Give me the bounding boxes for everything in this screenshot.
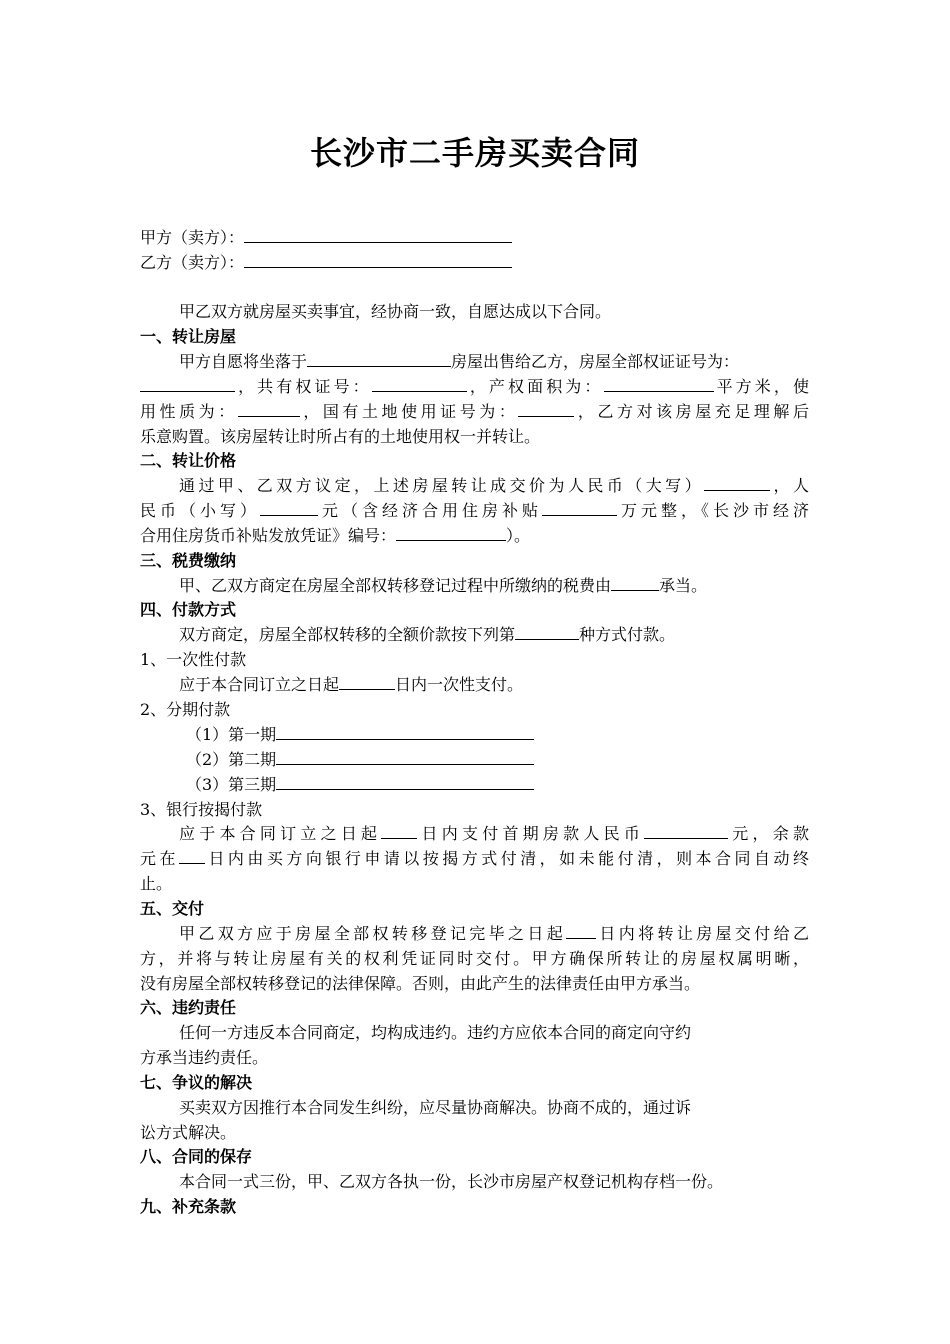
section-2-heading: 二、转让价格 xyxy=(140,451,237,470)
option-3-line-2 xyxy=(140,849,809,869)
installment-1-blank[interactable] xyxy=(276,725,534,740)
text: 民币（小写） xyxy=(140,501,260,520)
section-4-heading: 四、付款方式 xyxy=(140,600,237,619)
text: ，国有土地使用证号为： xyxy=(299,402,519,421)
price-figures-blank[interactable] xyxy=(260,501,318,516)
installment-3-line xyxy=(186,775,534,795)
section-3-line-1 xyxy=(179,576,707,596)
co-ownership-cert-blank[interactable] xyxy=(372,377,467,392)
party-b-label: 乙方（卖方）： xyxy=(140,253,245,272)
text: ，乙方对该房屋充足理解后 xyxy=(574,402,809,421)
section-1-line-2 xyxy=(140,377,809,397)
section-9-heading: 九、补充条款 xyxy=(140,1197,237,1216)
text: 承当。 xyxy=(659,576,708,595)
section-1-line-1 xyxy=(179,352,739,372)
section-5-line-2: 方，并将与转让房屋有关的权利凭证同时交付。甲方确保所转让的房屋权属明晰， xyxy=(140,949,809,968)
text: 通过甲、乙双方议定，上述房屋转让成交价为人民币（大写） xyxy=(179,476,705,495)
text: 元，余款 xyxy=(728,824,809,843)
voucher-number-blank[interactable] xyxy=(396,526,506,541)
option-1-line xyxy=(179,675,523,695)
installment-3-blank[interactable] xyxy=(276,775,534,790)
text: 房屋出售给乙方，房屋全部权证证号为： xyxy=(451,352,740,371)
option-1-label: 1、一次性付款 xyxy=(140,650,247,669)
text: 合用住房货币补贴发放凭证》编号： xyxy=(140,526,397,545)
lump-sum-days-blank[interactable] xyxy=(339,675,395,690)
section-1-line-4: 乐意购置。该房屋转让时所占有的土地使用权一并转让。 xyxy=(140,427,541,446)
party-b-line xyxy=(140,253,512,273)
text: 双方商定，房屋全部权转移的全额价款按下列第 xyxy=(179,625,516,644)
land-cert-blank[interactable] xyxy=(518,402,574,417)
installment-2-blank[interactable] xyxy=(276,750,534,765)
option-3-line-3: 止。 xyxy=(140,874,173,893)
section-6-heading: 六、违约责任 xyxy=(140,998,237,1017)
text: 日内将转让房屋交付给乙 xyxy=(596,924,809,943)
section-2-line-1 xyxy=(179,476,809,496)
text: ，产权面积为： xyxy=(466,377,604,396)
text: ）。 xyxy=(506,526,531,545)
price-words-blank[interactable] xyxy=(704,476,770,491)
section-3-heading: 三、税费缴纳 xyxy=(140,551,237,570)
text: 日内一次性支付。 xyxy=(395,675,524,694)
text: 应于本合同订立之日起 xyxy=(179,675,340,694)
section-7-line-2: 讼方式解决。 xyxy=(140,1123,237,1142)
text: 甲方自愿将坐落于 xyxy=(179,352,308,371)
text: 种方式付款。 xyxy=(579,625,676,644)
text: 平方米，使 xyxy=(713,377,809,396)
section-5-line-3: 没有房屋全部权转移登记的法律保障。否则，由此产生的法律责任由甲方承当。 xyxy=(140,974,701,993)
section-2-line-3 xyxy=(140,526,530,546)
section-5-line-1 xyxy=(179,924,809,944)
section-8-heading: 八、合同的保存 xyxy=(140,1147,253,1166)
mortgage-days-blank[interactable] xyxy=(179,849,205,864)
area-blank[interactable] xyxy=(604,377,714,392)
payment-method-blank[interactable] xyxy=(515,625,579,640)
section-6-line-2: 方承当违约责任。 xyxy=(140,1048,269,1067)
text: ，共有权证号： xyxy=(235,377,372,396)
section-1-line-3 xyxy=(140,402,809,422)
text: 元（含经济合用住房补贴 xyxy=(318,501,542,520)
installment-1-line xyxy=(186,725,534,745)
text: ，人 xyxy=(770,476,809,495)
option-3-line-1 xyxy=(179,824,809,844)
party-a-line xyxy=(140,228,512,248)
section-7-heading: 七、争议的解决 xyxy=(140,1073,253,1092)
text: 用性质为： xyxy=(140,402,238,421)
text: 日内支付首期房款人民币 xyxy=(417,824,645,843)
text: 日内由买方向银行申请以按揭方式付清，如未能付清，则本合同自动终 xyxy=(204,849,809,868)
tax-payer-blank[interactable] xyxy=(611,576,659,591)
down-payment-amount-blank[interactable] xyxy=(644,824,728,839)
party-a-label: 甲方（卖方）： xyxy=(140,228,245,247)
intro-paragraph: 甲乙双方就房屋买卖事宜，经协商一致，自愿达成以下合同。 xyxy=(179,302,612,321)
text: （1）第一期 xyxy=(186,725,277,744)
section-6-line-1: 任何一方违反本合同商定，均构成违约。违约方应依本合同的商定向守约 xyxy=(179,1023,692,1042)
party-a-blank[interactable] xyxy=(244,228,512,243)
text: 甲、乙双方商定在房屋全部权转移登记过程中所缴纳的税费由 xyxy=(179,576,612,595)
delivery-days-blank[interactable] xyxy=(566,924,596,939)
section-1-heading: 一、转让房屋 xyxy=(140,327,237,346)
option-2-label: 2、分期付款 xyxy=(140,700,231,719)
option-3-label: 3、银行按揭付款 xyxy=(140,800,263,819)
location-blank[interactable] xyxy=(307,352,451,367)
ownership-cert-blank[interactable] xyxy=(140,377,235,392)
section-8-line-1: 本合同一式三份，甲、乙双方各执一份，长沙市房屋产权登记机构存档一份。 xyxy=(179,1172,724,1191)
text: 万元整，《长沙市经济 xyxy=(616,501,809,520)
contract-title: 长沙市二手房买卖合同 xyxy=(309,134,640,172)
text: （2）第二期 xyxy=(186,750,277,769)
text: 应于本合同订立之日起 xyxy=(179,824,382,843)
text: 元在 xyxy=(140,849,179,868)
section-4-line-1 xyxy=(179,625,675,645)
section-7-line-1: 买卖双方因推行本合同发生纠纷，应尽量协商解决。协商不成的，通过诉 xyxy=(179,1098,692,1117)
section-5-heading: 五、交付 xyxy=(140,899,205,918)
text: （3）第三期 xyxy=(186,775,277,794)
down-payment-days-blank[interactable] xyxy=(381,824,417,839)
usage-blank[interactable] xyxy=(238,402,300,417)
installment-2-line xyxy=(186,750,534,770)
party-b-blank[interactable] xyxy=(244,253,512,268)
text: 甲乙双方应于房屋全部权转移登记完毕之日起 xyxy=(179,924,567,943)
subsidy-blank[interactable] xyxy=(542,501,617,516)
section-2-line-2 xyxy=(140,501,809,521)
